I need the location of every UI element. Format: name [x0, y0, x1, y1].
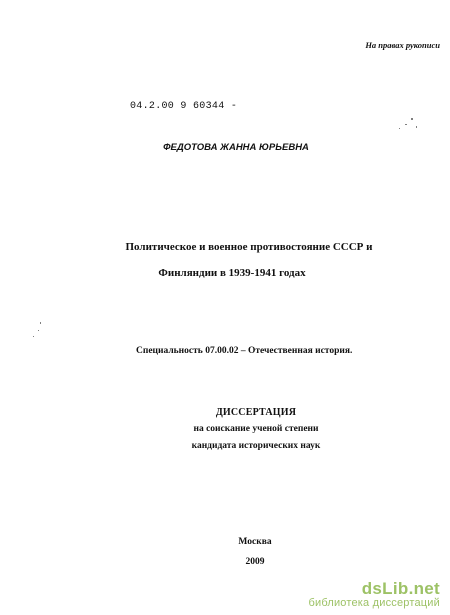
- rights-notice: На правах рукописи: [365, 40, 440, 50]
- dslib-watermark: [308, 579, 440, 609]
- specialty-line: Специальность 07.00.02 – Отечественная история.: [136, 346, 353, 356]
- scan-speck: [411, 118, 413, 120]
- scan-speck: [405, 124, 407, 125]
- catalog-code: 04.2.00 9 60344 -: [130, 101, 238, 112]
- dissertation-heading: ДИССЕРТАЦИЯ: [215, 407, 297, 418]
- degree-line-1: на соискание ученой степени: [193, 424, 319, 434]
- scan-speck: [399, 128, 400, 129]
- watermark-tagline: библиотека диссертаций: [308, 597, 440, 609]
- watermark-logo: dsLib.net: [361, 579, 440, 598]
- dissertation-title: [40, 234, 450, 286]
- title-line-2: Финляндии в 1939-1941 годах: [158, 267, 306, 279]
- place-and-year: [0, 532, 450, 572]
- dissertation-block: [0, 404, 450, 455]
- scan-speck: [38, 330, 39, 331]
- scan-speck: [40, 322, 41, 324]
- title-line-1: Политическое и военное противостояние СССР и: [125, 241, 373, 253]
- author-name: ФЕДОТОВА ЖАННА ЮРЬЕВНА: [163, 142, 309, 153]
- year: 2009: [245, 557, 265, 567]
- scan-speck: [33, 336, 34, 337]
- city: Москва: [238, 537, 272, 547]
- degree-line-2: кандидата исторических наук: [191, 441, 321, 451]
- scan-speck: [416, 126, 417, 128]
